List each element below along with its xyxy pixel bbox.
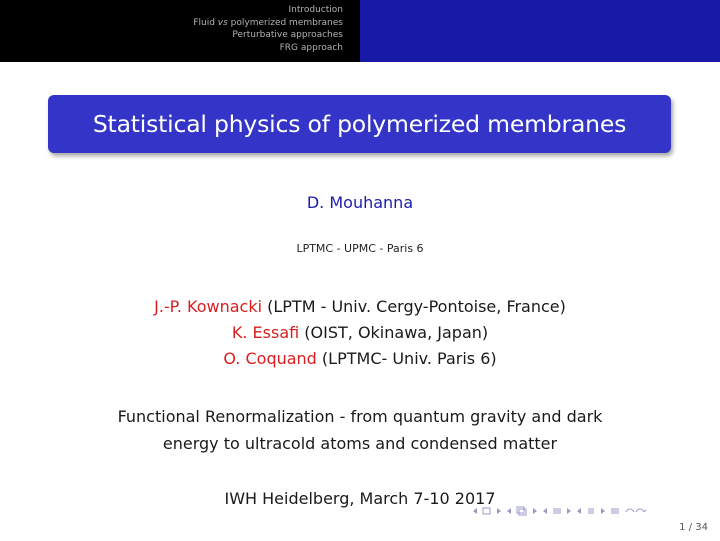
coauthor-affiliation: (OIST, Okinawa, Japan) [299, 323, 489, 342]
header-nav-panel [0, 0, 360, 62]
doc-icon[interactable] [586, 506, 596, 516]
next-subsection-icon[interactable] [532, 506, 538, 516]
coauthor-line [0, 297, 720, 316]
nav-item-perturbative[interactable]: Perturbative approaches [232, 30, 343, 40]
coauthor-affiliation: (LPTMC- Univ. Paris 6) [316, 349, 497, 368]
section-nav [193, 4, 343, 54]
coauthor-name: J.-P. Kownacki [154, 297, 263, 316]
search-icon[interactable] [624, 506, 648, 516]
coauthor-affiliation: (LPTM - Univ. Cergy-Pontoise, France) [262, 297, 566, 316]
conference-title-line-2: energy to ultracold atoms and condensed matter [162, 434, 558, 453]
next-doc-icon[interactable] [600, 506, 606, 516]
author-affiliation: LPTMC - UPMC - Paris 6 [296, 242, 424, 255]
next-frame-icon[interactable] [496, 506, 502, 516]
conference-title-line-1: Functional Renormalization - from quantum gravity and dark [117, 407, 603, 426]
nav-item-fluid-vs-polymerized[interactable]: Fluid vs polymerized membranes [193, 17, 343, 28]
beamer-navigation [472, 506, 648, 516]
slide-title: Statistical physics of polymerized membranes [92, 110, 627, 138]
venue-date: IWH Heidelberg, March 7-10 2017 [224, 489, 496, 508]
section-icon[interactable] [552, 506, 562, 516]
align-icon[interactable] [610, 506, 620, 516]
nav-item-frg[interactable]: FRG approach [279, 42, 343, 53]
coauthor-line [0, 323, 720, 342]
prev-section-icon[interactable] [542, 506, 548, 516]
first-frame-icon[interactable] [472, 506, 478, 516]
page-number: 1 / 34 [679, 522, 708, 533]
frame-icon[interactable] [482, 506, 492, 516]
author-name: D. Mouhanna [306, 193, 414, 212]
title-box [48, 95, 671, 153]
coauthor-name: K. Essafi [231, 323, 300, 342]
prev-frame-icon[interactable] [576, 506, 582, 516]
coauthor-line [0, 349, 720, 368]
subsection-icon[interactable] [516, 506, 528, 516]
header-title-panel [360, 0, 720, 62]
header-bar [0, 0, 720, 62]
next-section-icon[interactable] [566, 506, 572, 516]
prev-subsection-icon[interactable] [506, 506, 512, 516]
coauthor-name: O. Coquand [223, 349, 317, 368]
nav-item-introduction[interactable]: Introduction [288, 5, 343, 15]
